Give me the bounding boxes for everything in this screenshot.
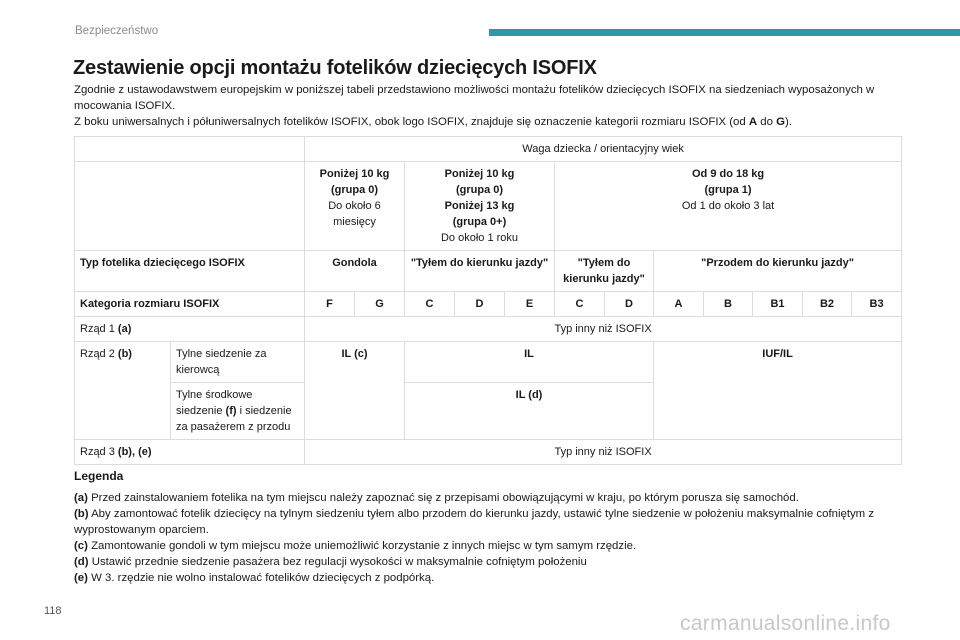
size-category-cell: A <box>654 292 704 317</box>
size-category-cell: C <box>405 292 455 317</box>
type-row-label: Typ fotelika dziecięcego ISOFIX <box>75 251 305 292</box>
size-category-cell: B <box>704 292 753 317</box>
size-row-label: Kategoria rozmiaru ISOFIX <box>75 292 305 317</box>
row-2-il: IL <box>405 342 654 383</box>
size-category-cell: B1 <box>753 292 803 317</box>
page-title: Zestawienie opcji montażu fotelików dziecięcych ISOFIX <box>73 57 597 79</box>
isofix-table <box>74 136 902 465</box>
table-row <box>75 342 902 383</box>
legend-item: (b) Aby zamontować fotelik dziecięcy na tylnym siedzeniu tyłem albo przodem do kierunku jazdy, ustawić tylne siedzenie w położeniu maksymalnie cofniętym z wyprostowanym oparciem. <box>74 508 875 536</box>
size-category-cell: F <box>305 292 355 317</box>
table-row <box>75 251 902 292</box>
section-label: Bezpieczeństwo <box>75 25 159 37</box>
table-corner-cell <box>75 137 305 162</box>
section-accent-bar <box>489 29 960 36</box>
row-1-label: Rząd 1 (a) <box>75 317 305 342</box>
legend-title: Legenda <box>74 469 124 483</box>
row-3-label: Rząd 3 (b), (e) <box>75 440 305 465</box>
size-category-cell: D <box>455 292 505 317</box>
size-category-cell: G <box>355 292 405 317</box>
table-row <box>75 292 902 317</box>
group-1-cell: Od 9 do 18 kg (grupa 1) Od 1 do około 3 lat <box>555 162 902 251</box>
row-2-il-c: IL (c) <box>305 342 405 440</box>
size-category-cell: C <box>555 292 605 317</box>
row-1-value: Typ inny niż ISOFIX <box>305 317 902 342</box>
table-row <box>75 440 902 465</box>
size-category-cell: B3 <box>852 292 902 317</box>
table-row <box>75 137 902 162</box>
intro-text <box>74 82 904 130</box>
intro-paragraph-1: Zgodnie z ustawodawstwem europejskim w poniższej tabeli przedstawiono możliwości montażu fotelików dziecięcych ISOFIX na siedzeniach wyposażonych w mocowania ISOFIX. <box>74 84 875 112</box>
legend-item: (a) Przed zainstalowaniem fotelika na tym miejscu należy zapoznać się z przepisami obowiązującymi w kraju, po którym porusza się samochód. <box>74 492 799 504</box>
table-empty-cell <box>75 162 305 251</box>
legend-item: (c) Zamontowanie gondoli w tym miejscu może uniemożliwić korzystanie z innych miejsc w tym samym rzędzie. <box>74 540 637 552</box>
row-2-iuf-il: IUF/IL <box>654 342 902 440</box>
size-category-cell: B2 <box>803 292 852 317</box>
row-2-middle-seat: Tylne środkowe siedzenie (f) i siedzenie za pasażerem z przodu <box>171 383 305 440</box>
legend-item: (d) Ustawić przednie siedzenie pasażera bez regulacji wysokości w maksymalnie cofniętym położeniu <box>74 556 587 568</box>
table-row <box>75 317 902 342</box>
size-category-cell: D <box>605 292 654 317</box>
type-rear-facing-1: "Tyłem do kierunku jazdy" <box>405 251 555 292</box>
table-row <box>75 162 902 251</box>
intro-paragraph-2: Z boku uniwersalnych i półuniwersalnych fotelików ISOFIX, obok logo ISOFIX, znajduje się oznaczenie kategorii rozmiaru ISOFIX (od A do G). <box>74 116 792 128</box>
weight-header: Waga dziecka / orientacyjny wiek <box>305 137 902 162</box>
legend-item: (e) W 3. rzędzie nie wolno instalować fotelików dziecięcych z podpórką. <box>74 572 435 584</box>
group-0plus-cell: Poniżej 10 kg (grupa 0) Poniżej 13 kg (grupa 0+) Do około 1 roku <box>405 162 555 251</box>
type-gondola: Gondola <box>305 251 405 292</box>
size-category-cell: E <box>505 292 555 317</box>
watermark-link[interactable]: carmanualsonline.info <box>680 612 891 635</box>
type-forward-facing: "Przodem do kierunku jazdy" <box>654 251 902 292</box>
page-number: 118 <box>44 605 62 617</box>
group-0-cell: Poniżej 10 kg (grupa 0) Do około 6 miesięcy <box>305 162 405 251</box>
row-3-value: Typ inny niż ISOFIX <box>305 440 902 465</box>
row-2-driver-seat: Tylne siedzenie za kierowcą <box>171 342 305 383</box>
row-2-il-d: IL (d) <box>405 383 654 440</box>
row-2-label: Rząd 2 (b) <box>75 342 171 440</box>
type-rear-facing-2: "Tyłem do kierunku jazdy" <box>555 251 654 292</box>
legend-list <box>74 490 904 586</box>
